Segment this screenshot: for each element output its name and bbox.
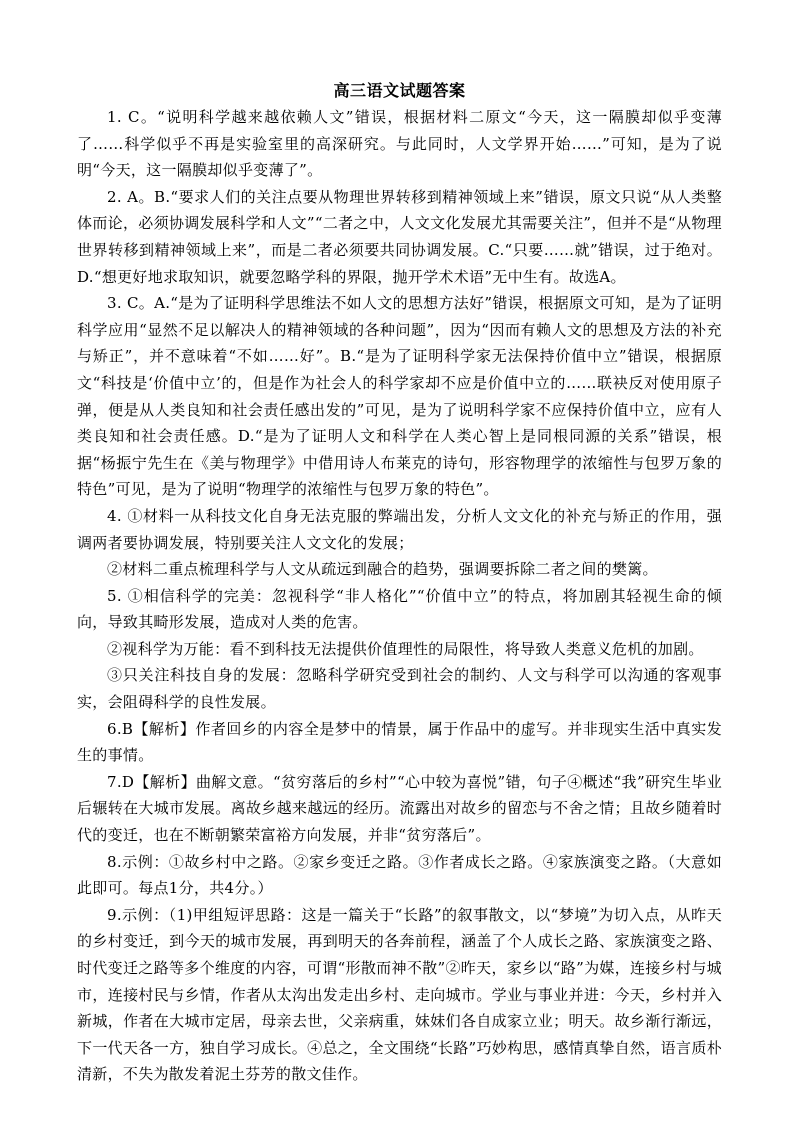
answer-3: 3. C。A.“是为了证明科学思维法不如人文的思想方法好”错误，根据原文可知，是为了证明科学应用“显然不足以解决人的精神领域的各种问题”，因为“因而有赖人文的思想及方法的补充与矫正”，并不意味着“不如……好”。B.“是为了证明科学家无法保持价值中立”错误，根据原文“科技是‘价值中立’的，但是作为社会人的科学家却不应是价值中立的……联袂反对使用原子弹，便是从人类良知和社会责任感出发的”可见，是为了说明科学家不应保持价值中立，应有人类良知和社会责任感。D.“是为了证明人文和科学在人类心智上是同根同源的关系”错误，根据“杨振宁先生在《美与物理学》中借用诗人布莱克的诗句，形容物理学的浓缩性与包罗万象的特色”可见，是为了说明“物理学的浓缩性与包罗万象的特色”。: [77, 294, 722, 499]
page-title: 高三语文试题答案: [333, 81, 466, 100]
answer-9: 9.示例：（1)甲组短评思路：这是一篇关于“长路”的叙事散文，以“梦境”为切入点，从昨天的乡村变迁，到今天的城市发展，再到明天的各奔前程，涵盖了个人成长之路、家族演变之路、时代变迁之路等多个维度的内容，可谓“形散而神不散”②昨天，家乡以“路”为媒，连接乡村与城市，连接村民与乡情，作者从太沟出发走出乡村、走向城市。学业与事业并进：今天，乡村并入新城，作者在大城市定居，母亲去世，父亲病重，妹妹们各自成家立业；明天。故乡渐行渐远，下一代天各一方，独自学习成长。④总之，全文围绕“长路”巧妙构思，感情真挚自然，语言质朴清新，不失为散发着泥土芬芳的散文佳作。: [77, 905, 722, 1084]
answer-8: 8.示例：①故乡村中之路。②家乡变迁之路。③作者成长之路。④家族演变之路。（大意如此即可。每点1分，共4分。）: [77, 852, 722, 898]
answer-4-point-1: 4. ①材料一从科技文化自身无法克服的弊端出发，分析人文文化的补充与矫正的作用，强调两者要协调发展，特别要关注人文文化的发展；: [77, 506, 722, 552]
answer-7: 7.D【解析】曲解文意。“贫穷落后的乡村”“心中较为喜悦”错，句子④概述“我”研究生毕业后辗转在大城市发展。离故乡越来越远的经历。流露出对故乡的留恋与不舍之情；且故乡随着时代的变迁，也在不断朝繁荣富裕方向发展，并非“贫穷落后”。: [77, 772, 722, 845]
answer-sheet-page: [77, 78, 722, 1088]
answer-2: 2. A。B.“要求人们的关注点要从物理世界转移到精神领域上来”错误，原文只说“从人类整体而论，必须协调发展科学和人文”“二者之中，人文文化发展尤其需要关注”，但并不是“从物理世界转移到精神领域上来”，而是二者必须要共同协调发展。C.“只要……就”错误，过于绝对。D.“想更好地求取知识，就要忽略学科的界限，抛开学术术语”无中生有。故选A。: [77, 187, 722, 286]
answer-6: 6.B【解析】作者回乡的内容全是梦中的情景，属于作品中的虚写。并非现实生活中真实发生的事情。: [77, 719, 722, 765]
answer-1: 1. C。“说明科学越来越依赖人文”错误，根据材料二原文“今天，这一隔膜却似乎变薄了……科学似乎不再是实验室里的高深研究。与此同时，人文学界开始……”可知，是为了说明“今天，这一隔膜却似乎变薄了”。: [77, 108, 722, 180]
answer-5-point-1: 5. ①相信科学的完美：忽视科学“非人格化”“价值中立”的特点，将加剧其轻视生命的倾向，导致其畸形发展，造成对人类的危害。: [77, 586, 722, 632]
answer-5-point-2: ②视科学为万能：看不到科技无法提供价值理性的局限性，将导致人类意义危机的加剧。: [107, 639, 704, 658]
answer-4-point-2: ②材料二重点梳理科学与人文从疏远到融合的趋势，强调要拆除二者之间的樊篱。: [107, 560, 658, 579]
answer-5-point-3: ③只关注科技自身的发展：忽略科学研究受到社会的制约、人文与科学可以沟通的客观事实，会阻碍科学的良性发展。: [77, 666, 722, 712]
